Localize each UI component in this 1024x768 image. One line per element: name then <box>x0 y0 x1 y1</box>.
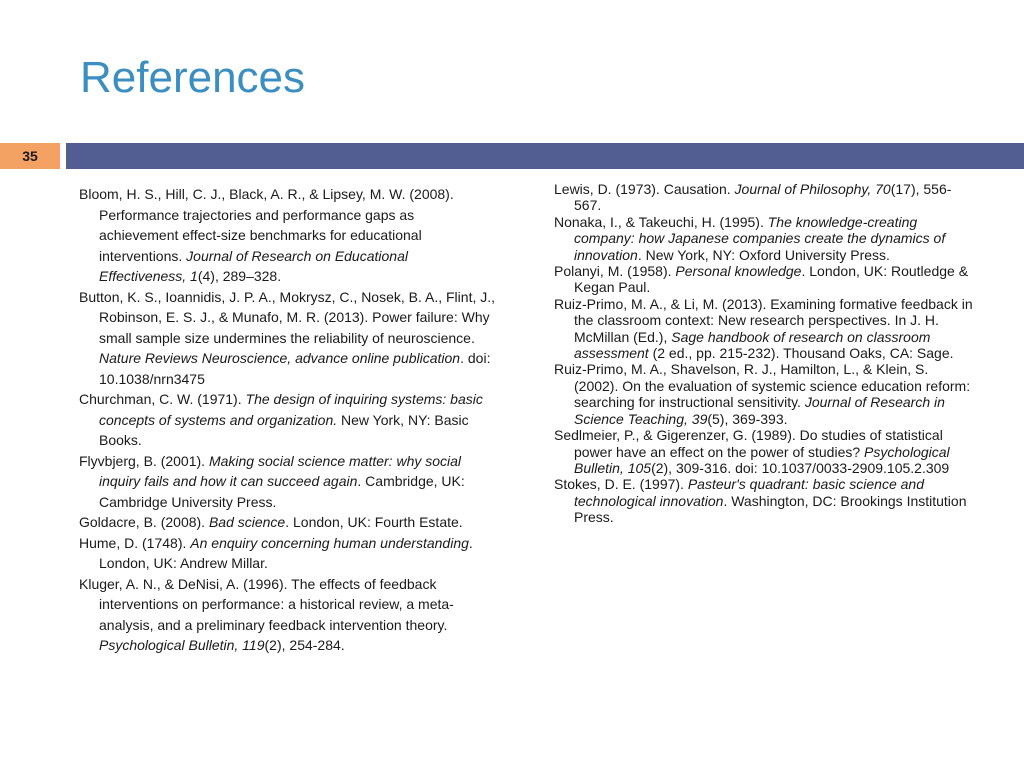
reference-text: (4), 289–328. <box>197 268 282 284</box>
reference-text: Button, K. S., Ioannidis, J. P. A., Mokrysz, C., Nosek, B. A., Flint, J., Robinson, E. S. J., & Munafo, M. R. (2013). Power failure: Why small sample size undermines the reliability of neuroscience. <box>79 288 496 346</box>
reference-text: . New York, NY: Oxford University Press. <box>637 246 890 263</box>
slide-number-badge: 35 <box>0 143 60 169</box>
reference-text: Goldacre, B. (2008). <box>79 514 209 530</box>
reference-text: . London, UK: Andrew Millar. <box>99 534 473 571</box>
reference-text: (2), 254-284. <box>264 637 345 653</box>
reference-text: (17), 556-567. <box>574 181 952 214</box>
reference-title: The knowledge-creating company: how Japanese companies create the dynamics of innovation <box>574 213 946 263</box>
reference-entry <box>79 287 497 390</box>
reference-entry <box>554 296 974 362</box>
reference-entry <box>79 574 497 656</box>
reference-title: Journal of Research in Science Teaching, 39 <box>574 394 945 427</box>
reference-title: Journal of Philosophy, 70 <box>734 181 891 197</box>
reference-entry <box>554 181 974 214</box>
reference-title: Bad science <box>208 514 286 530</box>
reference-entry <box>554 427 974 476</box>
reference-text: Ruiz-Primo, M. A., Shavelson, R. J., Hamilton, L., & Klein, S. (2002). On the evaluation of systemic science education reform: searching for instructional sensitivity. <box>554 361 971 411</box>
reference-title: Psychological Bulletin, 105 <box>574 443 950 476</box>
reference-text: Stokes, D. E. (1997). <box>554 476 688 493</box>
reference-title: The design of inquiring systems: basic concepts of systems and organization. <box>99 391 483 428</box>
reference-text: . Washington, DC: Brookings Institution Press. <box>574 492 967 526</box>
reference-text: Nonaka, I., & Takeuchi, H. (1995). <box>554 213 768 230</box>
reference-entry <box>79 533 497 574</box>
reference-text: Lewis, D. (1973). Causation. <box>554 181 735 197</box>
reference-entry <box>554 361 974 427</box>
reference-entry <box>79 451 497 513</box>
reference-text: Sedlmeier, P., & Gigerenzer, G. (1989). Do studies of statistical power have an effect on the power of studies? <box>554 427 943 460</box>
reference-text: (2), 309-316. doi: 10.1037/0033-2909.105.2.309 <box>651 459 950 476</box>
references-column-right <box>554 181 974 526</box>
reference-text: Churchman, C. W. (1971). <box>79 391 246 407</box>
references-column-left <box>79 184 497 656</box>
reference-title: Sage handbook of research on classroom assessment <box>574 328 931 362</box>
reference-title: Pasteur's quadrant: basic science and technological innovation <box>574 476 924 509</box>
reference-text: . doi: 10.1038/nrn3475 <box>99 350 491 387</box>
reference-entry <box>79 389 497 451</box>
reference-title: Personal knowledge <box>675 263 802 280</box>
reference-text: . Cambridge, UK: Cambridge University Press. <box>99 473 465 510</box>
reference-entry <box>554 214 974 263</box>
reference-text: Flyvbjerg, B. (2001). <box>79 452 209 469</box>
reference-text: . London, UK: Fourth Estate. <box>285 514 463 530</box>
reference-text: (5), 369-393. <box>707 410 788 427</box>
reference-entry <box>554 263 974 296</box>
reference-title: Psychological Bulletin, 119 <box>99 637 265 653</box>
reference-text: (2 ed., pp. 215-232). Thousand Oaks, CA: Sage. <box>648 345 954 362</box>
reference-text: . London, UK: Routledge & Kegan Paul. <box>574 263 969 296</box>
reference-title: An enquiry concerning human understanding <box>190 534 469 551</box>
reference-title: Nature Reviews Neuroscience, advance online publication <box>99 350 461 366</box>
reference-text: Polanyi, M. (1958). <box>554 263 676 280</box>
reference-text: Ruiz-Primo, M. A., & Li, M. (2013). Examining formative feedback in the classroom context: New research perspectives. In J. H. McMillan (Ed.), <box>554 295 973 345</box>
reference-title: Journal of Research on Educational Effectiveness, 1 <box>99 247 408 284</box>
reference-entry <box>79 184 497 287</box>
reference-text: New York, NY: Basic Books. <box>99 411 469 448</box>
reference-entry <box>554 476 974 525</box>
reference-text: Hume, D. (1748). <box>79 534 191 551</box>
reference-entry <box>79 512 497 533</box>
title-divider-bar <box>66 143 1024 169</box>
reference-title: Making social science matter: why social inquiry fails and how it can succeed again <box>99 452 462 489</box>
reference-text: Bloom, H. S., Hill, C. J., Black, A. R., & Lipsey, M. W. (2008). Performance trajectories and performance gaps as achievement effect-size benchmarks for educational interventions. <box>79 186 454 264</box>
slide-title: References <box>80 53 306 102</box>
reference-text: Kluger, A. N., & DeNisi, A. (1996). The effects of feedback interventions on performance: a historical review, a meta-analysis, and a preliminary feedback intervention theory. <box>79 575 454 633</box>
